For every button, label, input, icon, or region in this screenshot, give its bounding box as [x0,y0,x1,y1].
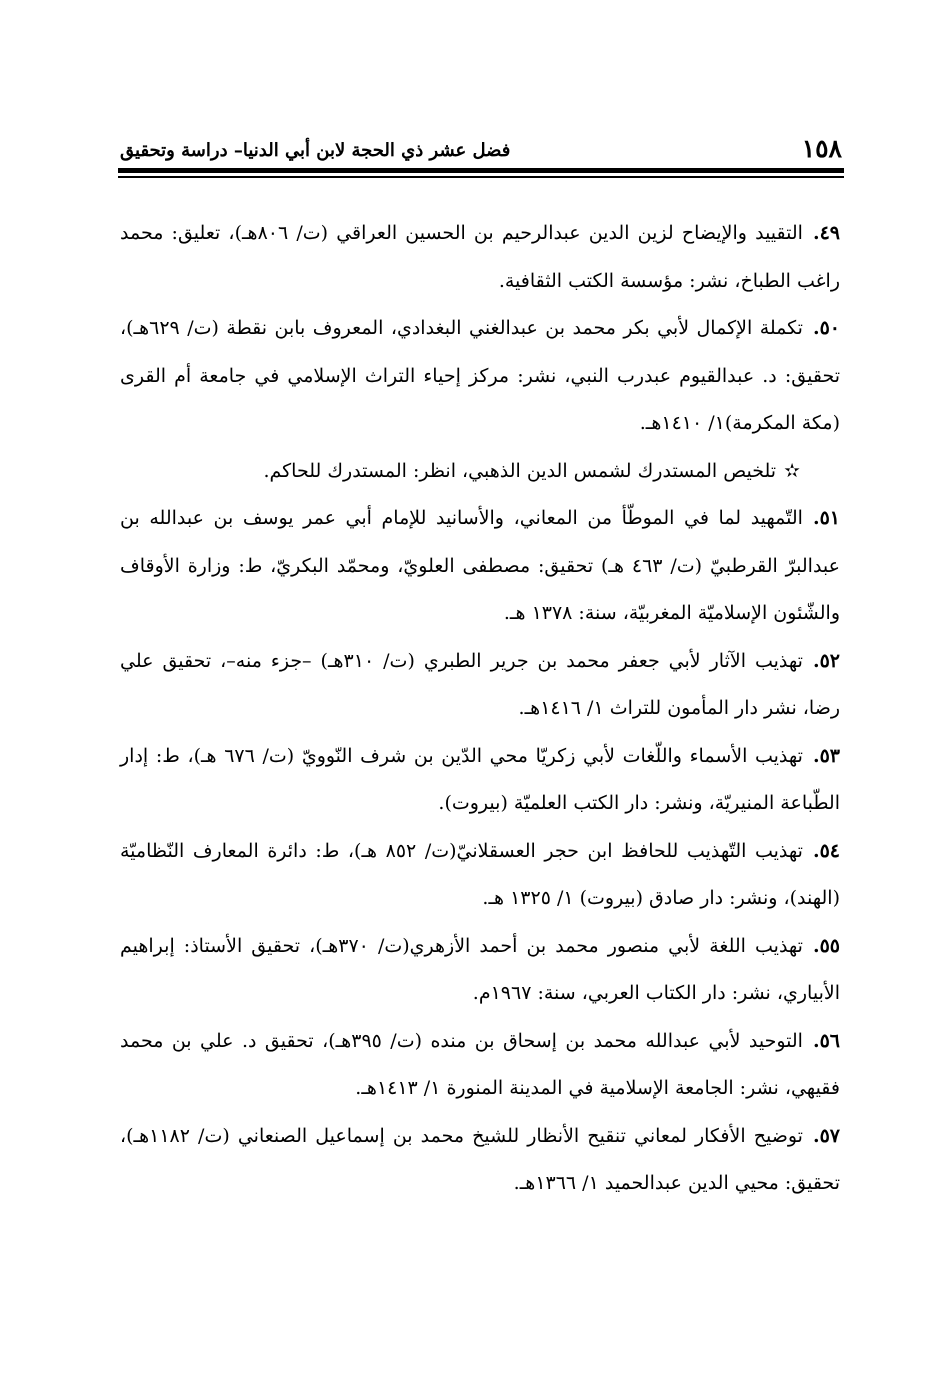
star-icon: ✫ [784,459,800,482]
entry-text: تهذيب الآثار لأبي جعفر محمد بن جرير الطبري (ت/ ٣١٠هـ) –جزء منه–، تحقيق علي رضا، نشر دار المأمون للتراث ١/ ١٤١٦هـ. [120,649,840,719]
entry-text: تهذيب الأسماء واللّغات لأبي زكريّا محي الدّين بن شرف النّوويّ (ت/ ٦٧٦ هـ)، ط: إدار الطّباعة المنيريّة، ونشر: دار الكتب العلميّة (بيروت). [120,744,840,814]
bibliography-entry-49 [120,210,840,305]
bibliography-list [120,210,840,1208]
entry-number: ٥٤. [812,839,840,862]
bibliography-entry-55 [120,923,840,1018]
entry-text: التّمهيد لما في الموطّأ من المعاني، والأسانيد للإمام أبي عمر يوسف بن عبدالله بن عبدالبرّ القرطبيّ (ت/ ٤٦٣ هـ) تحقيق: مصطفى العلويّ، ومحمّد البكريّ، ط: وزارة الأوقاف والشّئون الإسلاميّة المغربيّة، سنة: ١٣٧٨ هـ. [120,507,840,624]
bibliography-entry-52 [120,638,840,733]
entry-text: تهذيب اللغة لأبي منصور محمد بن أحمد الأزهري(ت/ ٣٧٠هـ)، تحقيق الأستاذ: إبراهيم الأبياري، نشر: دار الكتاب العربي، سنة: ١٩٦٧م. [120,934,840,1004]
bibliography-entry-57 [120,1113,840,1208]
entry-number: ٤٩. [812,222,840,244]
entry-text: التقييد والإيضاح لزين الدين عبدالرحيم بن الحسين العراقي (ت/ ٨٠٦هـ)، تعليق: محمد راغب الطباخ، نشر: مؤسسة الكتب الثقافية. [120,222,840,292]
bibliography-entry-53 [120,733,840,828]
header-rule-thin [118,176,844,178]
bibliography-entry-56 [120,1018,840,1113]
entry-number: ٥٧. [812,1124,840,1147]
entry-text: التوحيد لأبي عبدالله محمد بن إسحاق بن منده (ت/ ٣٩٥هـ)، تحقيق د. علي بن محمد فقيهي، نشر: الجامعة الإسلامية في المدينة المنورة ١/ ١٤١٣هـ. [120,1029,840,1099]
page-number: ١٥٨ [801,134,842,163]
entry-number: ٥٠. [812,317,840,339]
cross-reference-note [120,448,840,496]
entry-number: ٥٢. [812,649,840,672]
entry-text: توضيح الأفكار لمعاني تنقيح الأنظار للشيخ محمد بن إسماعيل الصنعاني (ت/ ١١٨٢هـ)، تحقيق: محيي الدين عبدالحميد ١/ ١٣٦٦هـ. [120,1124,840,1194]
entry-text: تهذيب التّهذيب للحافظ ابن حجر العسقلانيّ(ت/ ٨٥٢ هـ)، ط: دائرة المعارف النّظاميّة (الهند)، ونشر: دار صادق (بيروت) ١/ ١٣٢٥ هـ. [120,839,840,909]
entry-number: ٥٦. [812,1029,840,1052]
page-header [120,118,842,164]
entry-number: ٥١. [812,507,840,529]
header-rule-thick [118,168,844,173]
bibliography-entry-50 [120,305,840,448]
bibliography-entry-51 [120,495,840,638]
bibliography-entry-54 [120,828,840,923]
entry-number: ٥٣. [812,744,841,767]
note-text: تلخيص المستدرك لشمس الدين الذهبي، انظر: المستدرك للحاكم. [263,459,777,482]
running-title: فضل عشر ذي الحجة لابن أبي الدنيا– دراسة وتحقيق [120,140,511,161]
entry-text: تكملة الإكمال لأبي بكر محمد بن عبدالغني البغدادي، المعروف بابن نقطة (ت/ ٦٢٩هـ)، تحقيق: د. عبدالقيوم عبدرب النبي، نشر: مركز إحياء التراث الإسلامي في جامعة أم القرى (مكة المكرمة)١/ ١٤١٠هـ. [120,317,840,434]
entry-number: ٥٥. [812,934,841,957]
